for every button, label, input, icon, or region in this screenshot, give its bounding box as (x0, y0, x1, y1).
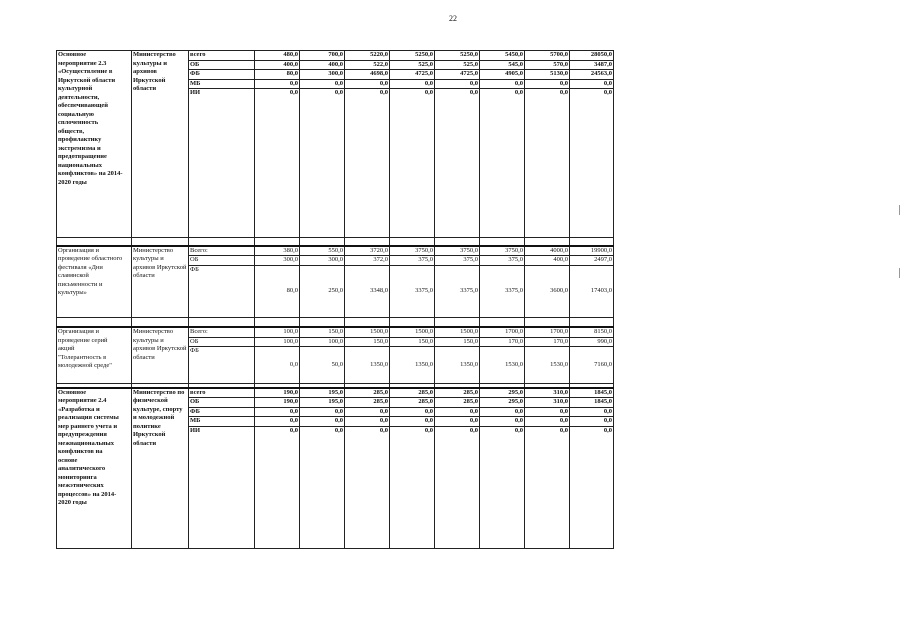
funding-value: 3487,0 (570, 60, 614, 70)
funding-value: 3348,0 (345, 265, 390, 317)
funding-value: 5250,0 (435, 51, 480, 61)
scan-edge-mark (899, 268, 900, 278)
funding-value: 5250,0 (390, 51, 435, 61)
funding-value: 570,0 (525, 60, 570, 70)
funding-value: 0,0 (390, 417, 435, 427)
funding-value: 3750,0 (480, 246, 525, 256)
measure-name: Основное мероприятие 2.4 «Разработка и реализация системы мер раннего учета и предупреждения межнациональных конфликтов на основе аналитического мониторинга межэтнических процессов» на 2014- 2020 годы (57, 388, 132, 549)
spacer-cell (525, 317, 570, 327)
scan-edge-mark (899, 205, 900, 215)
funding-value: 0,0 (255, 417, 300, 427)
funding-value: 0,0 (525, 79, 570, 89)
funding-value: 0,0 (390, 89, 435, 238)
spacer-cell (480, 317, 525, 327)
funding-value: 1700,0 (525, 327, 570, 337)
funding-value: 100,0 (255, 327, 300, 337)
spacer-cell (189, 238, 255, 246)
funding-value: 400,0 (525, 256, 570, 266)
funding-value: 1350,0 (435, 347, 480, 384)
funding-value: 8150,0 (570, 327, 614, 337)
funding-source: ФБ (189, 70, 255, 80)
funding-value: 310,0 (525, 398, 570, 408)
funding-source: всего (189, 51, 255, 61)
funding-value: 150,0 (435, 337, 480, 347)
funding-value: 0,0 (480, 417, 525, 427)
spacer-cell (300, 238, 345, 246)
spacer-cell (570, 238, 614, 246)
funding-value: 285,0 (390, 388, 435, 398)
block-spacer (57, 238, 614, 246)
funding-source: ИИ (189, 89, 255, 238)
funding-value: 525,0 (435, 60, 480, 70)
funding-value: 250,0 (300, 265, 345, 317)
funding-value: 0,0 (570, 89, 614, 238)
funding-value: 150,0 (345, 337, 390, 347)
funding-source: ФБ (189, 347, 255, 384)
funding-source: ФБ (189, 265, 255, 317)
funding-value: 100,0 (255, 337, 300, 347)
funding-value: 0,0 (435, 426, 480, 548)
measure-name: Организация и проведение серий акций "Толерантность в молодежной среде" (57, 327, 132, 384)
funding-value: 4905,0 (480, 70, 525, 80)
funding-value: 0,0 (570, 417, 614, 427)
funding-value: 1350,0 (390, 347, 435, 384)
funding-value: 170,0 (525, 337, 570, 347)
funding-value: 285,0 (345, 388, 390, 398)
funding-value: 0,0 (480, 426, 525, 548)
funding-value: 300,0 (300, 70, 345, 80)
funding-value: 190,0 (255, 388, 300, 398)
funding-value: 19900,0 (570, 246, 614, 256)
funding-source: Всего: (189, 246, 255, 256)
funding-value: 0,0 (570, 407, 614, 417)
funding-value: 1845,0 (570, 398, 614, 408)
funding-value: 400,0 (255, 60, 300, 70)
funding-value: 3600,0 (525, 265, 570, 317)
funding-value: 0,0 (390, 407, 435, 417)
funding-value: 1700,0 (480, 327, 525, 337)
page-number: 22 (449, 14, 457, 23)
funding-value: 1530,0 (525, 347, 570, 384)
spacer-cell (345, 238, 390, 246)
funding-source: МБ (189, 417, 255, 427)
funding-value: 5450,0 (480, 51, 525, 61)
spacer-cell (300, 317, 345, 327)
executor-name: Министерство культуры и архивов Иркутской области (132, 51, 189, 238)
funding-value: 0,0 (345, 79, 390, 89)
funding-value: 0,0 (390, 79, 435, 89)
funding-value: 3750,0 (435, 246, 480, 256)
funding-value: 0,0 (390, 426, 435, 548)
funding-value: 0,0 (435, 407, 480, 417)
funding-value: 0,0 (300, 407, 345, 417)
funding-value: 195,0 (300, 388, 345, 398)
funding-value: 0,0 (480, 407, 525, 417)
funding-value: 3720,0 (345, 246, 390, 256)
funding-value: 80,0 (255, 70, 300, 80)
funding-value: 0,0 (345, 426, 390, 548)
spacer-cell (435, 238, 480, 246)
funding-source: ОБ (189, 60, 255, 70)
funding-value: 5220,0 (345, 51, 390, 61)
funding-value: 285,0 (390, 398, 435, 408)
funding-value: 480,0 (255, 51, 300, 61)
funding-value: 100,0 (300, 337, 345, 347)
executor-name: Министерство по физической культуре, спорту и молодежной политике Иркутской области (132, 388, 189, 549)
funding-value: 375,0 (390, 256, 435, 266)
funding-value: 4698,0 (345, 70, 390, 80)
funding-value: 0,0 (435, 89, 480, 238)
funding-value: 0,0 (525, 89, 570, 238)
funding-value: 28050,0 (570, 51, 614, 61)
funding-value: 550,0 (300, 246, 345, 256)
funding-value: 295,0 (480, 388, 525, 398)
funding-value: 0,0 (255, 79, 300, 89)
measure-name: Основное мероприятие 2.3 «Осуществление в Иркутской области культурной деятельности, обеспечивающей социальную сплоченность обществ, профилактику экстремизма и предотвращение национальных конфликтов» на 2014- 2020 годы (57, 51, 132, 238)
funding-value: 375,0 (435, 256, 480, 266)
executor-name: Министерство культуры и архивов Иркутской области (132, 246, 189, 318)
executor-name: Министерство культуры и архивов Иркутской области (132, 327, 189, 384)
funding-value: 0,0 (255, 407, 300, 417)
spacer-cell (480, 238, 525, 246)
funding-value: 0,0 (255, 347, 300, 384)
spacer-cell (435, 317, 480, 327)
funding-value: 7160,0 (570, 347, 614, 384)
funding-value: 1845,0 (570, 388, 614, 398)
funding-value: 0,0 (525, 417, 570, 427)
funding-value: 3375,0 (435, 265, 480, 317)
funding-value: 4000,0 (525, 246, 570, 256)
measure-name: Организация и проведение областного фестиваля «Дни славянской письменности и культуры» (57, 246, 132, 318)
funding-value: 525,0 (390, 60, 435, 70)
funding-value: 0,0 (300, 79, 345, 89)
funding-value: 4725,0 (435, 70, 480, 80)
spacer-cell (57, 317, 132, 327)
funding-value: 0,0 (480, 89, 525, 238)
funding-value: 380,0 (255, 246, 300, 256)
funding-value: 0,0 (570, 426, 614, 548)
funding-value: 522,0 (345, 60, 390, 70)
spacer-cell (525, 238, 570, 246)
funding-value: 0,0 (300, 89, 345, 238)
funding-value: 285,0 (435, 398, 480, 408)
spacer-cell (189, 317, 255, 327)
table-row (57, 246, 614, 256)
funding-source: Всего: (189, 327, 255, 337)
funding-value: 2497,0 (570, 256, 614, 266)
table-row (57, 51, 614, 61)
funding-value: 1530,0 (480, 347, 525, 384)
funding-value: 375,0 (480, 256, 525, 266)
funding-value: 17403,0 (570, 265, 614, 317)
funding-value: 0,0 (345, 89, 390, 238)
funding-value: 0,0 (570, 79, 614, 89)
spacer-cell (390, 317, 435, 327)
funding-value: 295,0 (480, 398, 525, 408)
funding-value: 150,0 (390, 337, 435, 347)
funding-source: всего (189, 388, 255, 398)
funding-value: 150,0 (300, 327, 345, 337)
spacer-cell (390, 238, 435, 246)
funding-source: ОБ (189, 337, 255, 347)
funding-value: 1350,0 (345, 347, 390, 384)
funding-source: ФБ (189, 407, 255, 417)
funding-value: 50,0 (300, 347, 345, 384)
funding-value: 400,0 (300, 60, 345, 70)
funding-value: 190,0 (255, 398, 300, 408)
funding-value: 24563,0 (570, 70, 614, 80)
funding-value: 310,0 (525, 388, 570, 398)
spacer-cell (255, 317, 300, 327)
funding-value: 545,0 (480, 60, 525, 70)
funding-value: 0,0 (525, 426, 570, 548)
funding-value: 3375,0 (390, 265, 435, 317)
funding-value: 5130,0 (525, 70, 570, 80)
spacer-cell (345, 317, 390, 327)
spacer-cell (132, 317, 189, 327)
funding-value: 1500,0 (345, 327, 390, 337)
funding-value: 170,0 (480, 337, 525, 347)
funding-value: 0,0 (255, 89, 300, 238)
funding-value: 195,0 (300, 398, 345, 408)
funding-value: 0,0 (525, 407, 570, 417)
funding-source: МБ (189, 79, 255, 89)
table-row (57, 388, 614, 398)
funding-value: 4725,0 (390, 70, 435, 80)
funding-value: 0,0 (435, 79, 480, 89)
funding-value: 0,0 (255, 426, 300, 548)
spacer-cell (57, 238, 132, 246)
funding-value: 285,0 (345, 398, 390, 408)
funding-value: 0,0 (345, 417, 390, 427)
funding-source: ИИ (189, 426, 255, 548)
funding-value: 3375,0 (480, 265, 525, 317)
spacer-cell (132, 238, 189, 246)
funding-value: 1500,0 (435, 327, 480, 337)
funding-value: 0,0 (435, 417, 480, 427)
funding-value: 0,0 (300, 417, 345, 427)
block-spacer (57, 317, 614, 327)
funding-value: 1500,0 (390, 327, 435, 337)
table-row (57, 327, 614, 337)
funding-table (56, 50, 614, 549)
funding-value: 0,0 (345, 407, 390, 417)
funding-value: 80,0 (255, 265, 300, 317)
spacer-cell (255, 238, 300, 246)
funding-value: 285,0 (435, 388, 480, 398)
funding-source: ОБ (189, 398, 255, 408)
funding-value: 0,0 (300, 426, 345, 548)
funding-value: 5700,0 (525, 51, 570, 61)
funding-value: 990,0 (570, 337, 614, 347)
funding-value: 0,0 (480, 79, 525, 89)
funding-value: 300,0 (300, 256, 345, 266)
funding-value: 300,0 (255, 256, 300, 266)
funding-source: ОБ (189, 256, 255, 266)
funding-value: 700,0 (300, 51, 345, 61)
spacer-cell (570, 317, 614, 327)
funding-value: 3750,0 (390, 246, 435, 256)
funding-value: 372,0 (345, 256, 390, 266)
